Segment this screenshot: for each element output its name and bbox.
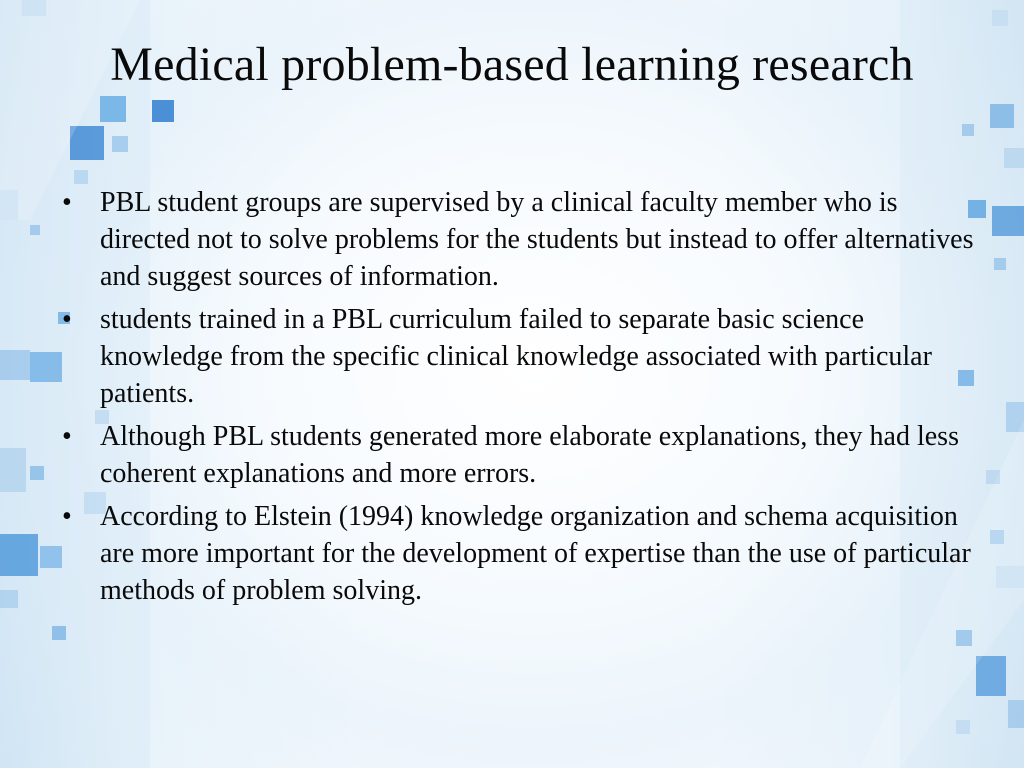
bullet-list [58, 184, 988, 615]
bullet-icon: • [62, 501, 72, 532]
bullet-icon: • [62, 187, 72, 218]
bullet-item [58, 301, 988, 412]
bullet-text: PBL student groups are supervised by a clinical faculty member who is directed not to solve problems for the students but instead to offer alternatives and suggest sources of information. [100, 187, 974, 292]
bullet-icon: • [62, 304, 72, 335]
bullet-text: Although PBL students generated more elaborate explanations, they had less coherent explanations and more errors. [100, 421, 959, 489]
bullet-item [58, 418, 988, 492]
bullet-icon: • [62, 421, 72, 452]
bullet-item [58, 498, 988, 609]
bullet-item [58, 184, 988, 295]
slide-title: Medical problem-based learning research [110, 38, 914, 91]
bullet-text: students trained in a PBL curriculum failed to separate basic science knowledge from the specific clinical knowledge associated with particular patients. [100, 304, 932, 409]
bullet-text: According to Elstein (1994) knowledge organization and schema acquisition are more important for the development of expertise than the use of particular methods of problem solving. [100, 501, 971, 606]
